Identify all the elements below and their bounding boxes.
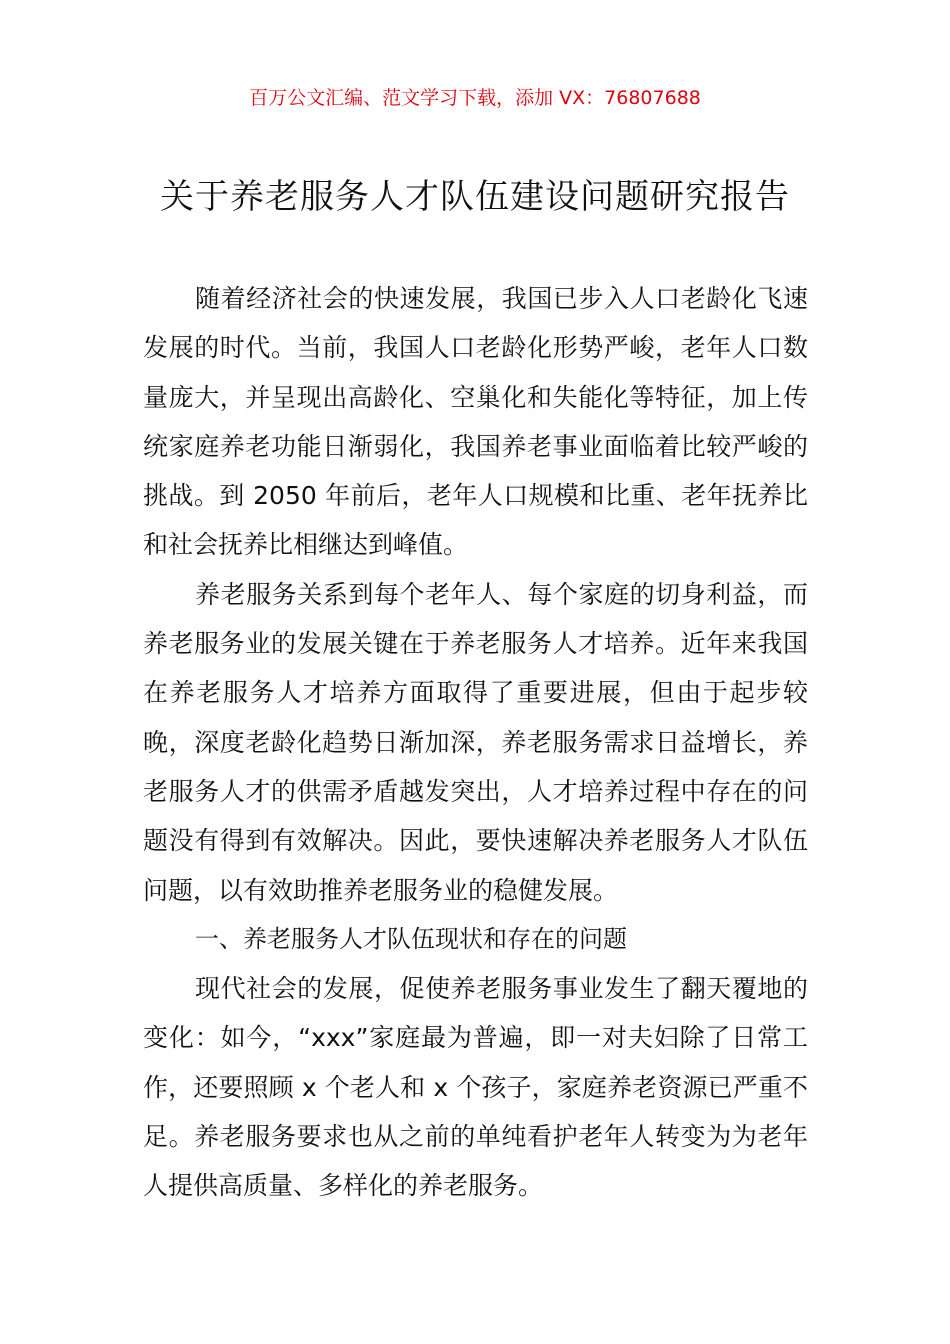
paragraph: 随着经济社会的快速发展，我国已步入人口老龄化飞速发展的时代。当前，我国人口老龄化形势严峻，老年人口数量庞大，并呈现出高龄化、空巢化和失能化等特征，加上传统家庭养老功能日渐弱化，我国养老事业面临着比较严峻的挑战。到 2050 年前后，老年人口规模和比重、老年抚养比和社会抚养比相继达到峰值。 — [143, 284, 808, 560]
paragraph: 现代社会的发展，促使养老服务事业发生了翻天覆地的变化：如今，“xxx”家庭最为普遍，即一对夫妇除了日常工作，还要照顾 x 个老人和 x 个孩子，家庭养老资源已严重不足。养老服务要求也从之前的单纯看护老年人转变为为老年人提供高质量、多样化的养老服务。 — [143, 974, 808, 1201]
document-body — [143, 274, 808, 1211]
paragraph: 养老服务关系到每个老年人、每个家庭的切身利益，而养老服务业的发展关键在于养老服务人才培养。近年来我国在养老服务人才培养方面取得了重要进展，但由于起步较晚，深度老龄化趋势日渐加深，养老服务需求日益增长，养老服务人才的供需矛盾越发突出，人才培养过程中存在的问题没有得到有效解决。因此，要快速解决养老服务人才队伍问题，以有效助推养老服务业的稳健发展。 — [143, 579, 808, 905]
section-heading: 一、养老服务人才队伍现状和存在的问题 — [195, 924, 627, 953]
document-title: 关于养老服务人才队伍建设问题研究报告 — [160, 177, 790, 217]
header-note: 百万公文汇编、范文学习下载，添加 VX：76807688 — [249, 87, 701, 109]
